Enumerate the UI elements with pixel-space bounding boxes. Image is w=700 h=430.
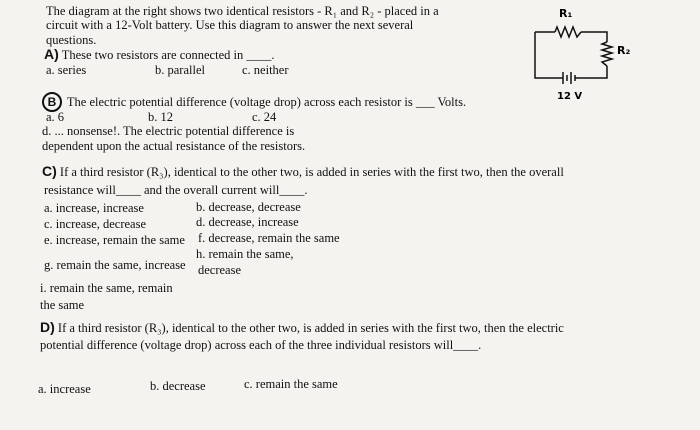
question-a-text: These two resistors are connected in ____.: [61, 48, 275, 62]
battery-label: 12 V: [557, 91, 583, 102]
question-c-option-e: e. increase, remain the same: [44, 233, 185, 247]
question-b: [42, 92, 466, 112]
r1-label: R₁: [559, 7, 573, 20]
question-c-option-a: a. increase, increase: [44, 201, 144, 215]
question-d-text: If a third resistor (R₃), identical to the other two, is added in series with the first two, then the electric: [57, 321, 564, 335]
question-b-option-d-line-1: d. ... nonsense!. The electric potential difference is: [42, 124, 295, 138]
intro-line-2: circuit with a 12-Volt battery. Use this diagram to answer the next several: [46, 18, 414, 32]
question-c-text: If a third resistor (R₃), identical to the other two, is added in series with the first two, then the overall: [59, 165, 564, 179]
question-c-line-1: [42, 164, 564, 179]
question-d-label: D): [40, 319, 55, 335]
r2-label: R₂: [617, 44, 631, 57]
intro-line-3: questions.: [46, 33, 97, 47]
question-b-option-b: b. 12: [148, 110, 173, 124]
question-c-option-b: b. decrease, decrease: [196, 200, 301, 214]
question-d-line-2: potential difference (voltage drop) across each of the three individual resistors will____.: [40, 338, 482, 352]
question-d-option-b: b. decrease: [150, 379, 206, 393]
question-c-label: C): [42, 163, 57, 179]
question-c-option-f: f. decrease, remain the same: [198, 231, 340, 245]
intro-line-1: The diagram at the right shows two identical resistors - R₁ and R₂ - placed in a: [46, 4, 439, 18]
question-d-line-1: [40, 320, 564, 335]
wire-left: [535, 32, 561, 78]
resistor-r1-icon: [555, 27, 581, 37]
question-c-line-2: resistance will____ and the overall current will____.: [44, 183, 308, 197]
question-c-option-d: d. decrease, increase: [196, 215, 299, 229]
question-c-option-h-line-2: decrease: [198, 263, 242, 277]
question-b-text: The electric potential difference (voltage drop) across each resistor is ___ Volts.: [66, 95, 467, 109]
question-c-option-i-line-1: i. remain the same, remain: [40, 281, 173, 295]
resistor-r2-icon: [602, 42, 612, 66]
question-a-label: A): [44, 46, 59, 62]
question-c-option-g: g. remain the same, increase: [44, 258, 186, 272]
question-b-label: B: [42, 92, 62, 112]
wire-top-right: [581, 32, 607, 42]
question-c-option-h-line-1: h. remain the same,: [196, 247, 294, 261]
question-b-option-c: c. 24: [252, 110, 277, 124]
battery-icon: [561, 72, 579, 84]
question-c-option-i-line-2: the same: [40, 298, 85, 312]
question-a-option-c: c. neither: [242, 63, 289, 77]
question-c-option-c: c. increase, decrease: [44, 217, 147, 231]
question-b-option-d-line-2: dependent upon the actual resistance of the resistors.: [42, 139, 306, 153]
question-b-option-a: a. 6: [46, 110, 65, 124]
question-a: [44, 47, 274, 62]
question-d-option-a: a. increase: [38, 382, 91, 396]
wire-right-bottom: [579, 66, 607, 78]
question-a-option-a: a. series: [46, 63, 87, 77]
circuit-diagram: [515, 4, 645, 104]
question-d-option-c: c. remain the same: [244, 377, 338, 391]
question-a-option-b: b. parallel: [155, 63, 205, 77]
